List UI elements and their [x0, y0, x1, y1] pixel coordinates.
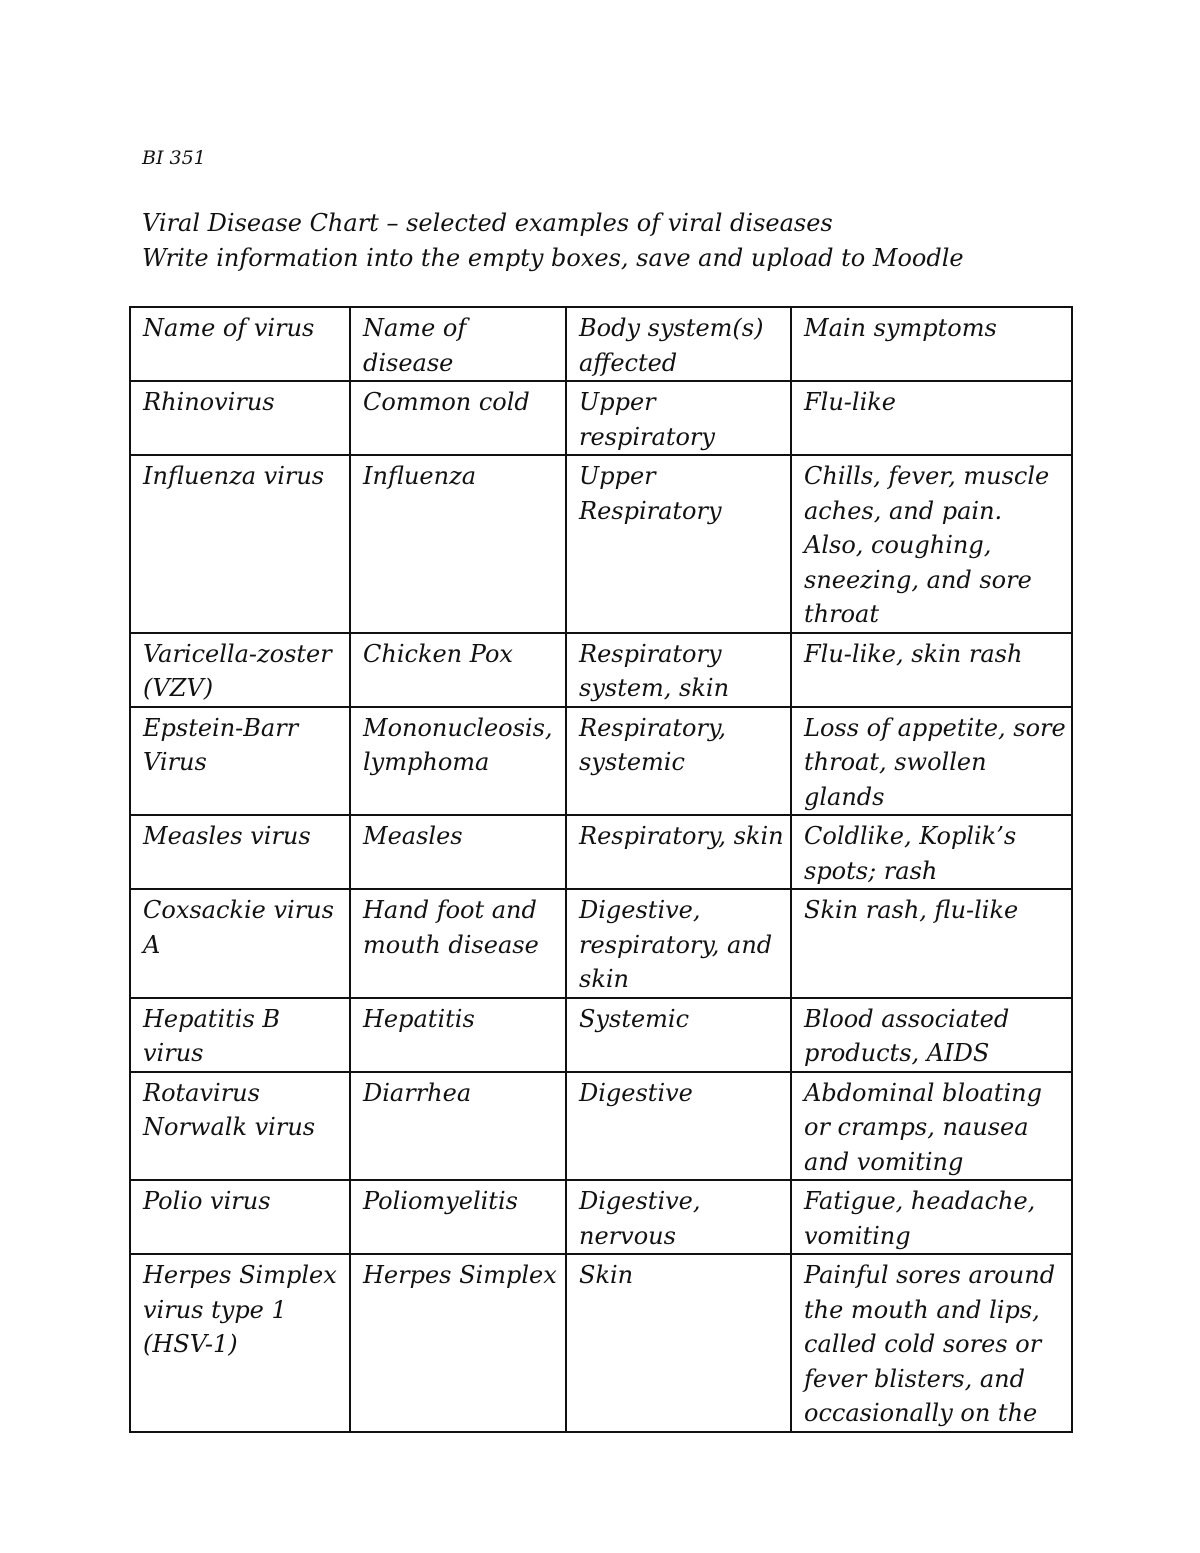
- symptoms-cell[interactable]: Chills, fever, muscle aches, and pain. Also, coughing, sneezing, and sore throat: [791, 455, 1072, 633]
- virus-cell[interactable]: Rhinovirus: [130, 381, 350, 455]
- disease-cell[interactable]: Diarrhea: [350, 1072, 566, 1181]
- table-row: [130, 815, 1072, 889]
- virus-cell[interactable]: Polio virus: [130, 1180, 350, 1254]
- symptoms-cell[interactable]: Painful sores around the mouth and lips, called cold sores or fever blisters, and occasionally on the: [791, 1254, 1072, 1432]
- virus-cell[interactable]: Rotavirus Norwalk virus: [130, 1072, 350, 1181]
- disease-cell[interactable]: Chicken Pox: [350, 633, 566, 707]
- virus-cell[interactable]: Influenza virus: [130, 455, 350, 633]
- table-row: [130, 1072, 1072, 1181]
- virus-cell[interactable]: Epstein-Barr Virus: [130, 707, 350, 816]
- disease-cell[interactable]: Measles: [350, 815, 566, 889]
- viral-disease-table: [129, 306, 1073, 1433]
- instructions: Write information into the empty boxes, save and upload to Moodle: [142, 244, 964, 272]
- symptoms-cell[interactable]: Fatigue, headache, vomiting: [791, 1180, 1072, 1254]
- table-row: [130, 1254, 1072, 1432]
- header-body-systems: Body system(s) affected: [566, 307, 791, 381]
- symptoms-cell[interactable]: Abdominal bloating or cramps, nausea and vomiting: [791, 1072, 1072, 1181]
- table-header-row: [130, 307, 1072, 381]
- disease-cell[interactable]: Poliomyelitis: [350, 1180, 566, 1254]
- header-name-of-virus: Name of virus: [130, 307, 350, 381]
- body-system-cell[interactable]: Upper respiratory: [566, 381, 791, 455]
- disease-cell[interactable]: Herpes Simplex: [350, 1254, 566, 1432]
- table-row: [130, 889, 1072, 998]
- body-system-cell[interactable]: Digestive, respiratory, and skin: [566, 889, 791, 998]
- chart-title: Viral Disease Chart – selected examples of viral diseases: [142, 209, 833, 237]
- symptoms-cell[interactable]: Flu-like, skin rash: [791, 633, 1072, 707]
- body-system-cell[interactable]: Systemic: [566, 998, 791, 1072]
- header-name-of-disease: Name of disease: [350, 307, 566, 381]
- table-row: [130, 381, 1072, 455]
- virus-cell[interactable]: Hepatitis B virus: [130, 998, 350, 1072]
- symptoms-cell[interactable]: Blood associated products, AIDS: [791, 998, 1072, 1072]
- table-row: [130, 707, 1072, 816]
- course-code: BI 351: [142, 147, 206, 169]
- virus-cell[interactable]: Measles virus: [130, 815, 350, 889]
- table-row: [130, 998, 1072, 1072]
- disease-cell[interactable]: Mononucleosis, lymphoma: [350, 707, 566, 816]
- virus-cell[interactable]: Varicella-zoster (VZV): [130, 633, 350, 707]
- disease-cell[interactable]: Hepatitis: [350, 998, 566, 1072]
- disease-cell[interactable]: Hand foot and mouth disease: [350, 889, 566, 998]
- body-system-cell[interactable]: Skin: [566, 1254, 791, 1432]
- symptoms-cell[interactable]: Loss of appetite, sore throat, swollen glands: [791, 707, 1072, 816]
- symptoms-cell[interactable]: Coldlike, Koplik’s spots; rash: [791, 815, 1072, 889]
- page-heading: [142, 206, 964, 276]
- symptoms-cell[interactable]: Flu-like: [791, 381, 1072, 455]
- disease-cell[interactable]: Influenza: [350, 455, 566, 633]
- body-system-cell[interactable]: Respiratory, systemic: [566, 707, 791, 816]
- body-system-cell[interactable]: Respiratory, skin: [566, 815, 791, 889]
- table-row: [130, 1180, 1072, 1254]
- virus-cell[interactable]: Coxsackie virus A: [130, 889, 350, 998]
- body-system-cell[interactable]: Digestive, nervous: [566, 1180, 791, 1254]
- symptoms-cell[interactable]: Skin rash, flu-like: [791, 889, 1072, 998]
- virus-cell[interactable]: Herpes Simplex virus type 1 (HSV-1): [130, 1254, 350, 1432]
- body-system-cell[interactable]: Digestive: [566, 1072, 791, 1181]
- body-system-cell[interactable]: Respiratory system, skin: [566, 633, 791, 707]
- table-row: [130, 633, 1072, 707]
- header-main-symptoms: Main symptoms: [791, 307, 1072, 381]
- table-row: [130, 455, 1072, 633]
- disease-cell[interactable]: Common cold: [350, 381, 566, 455]
- body-system-cell[interactable]: Upper Respiratory: [566, 455, 791, 633]
